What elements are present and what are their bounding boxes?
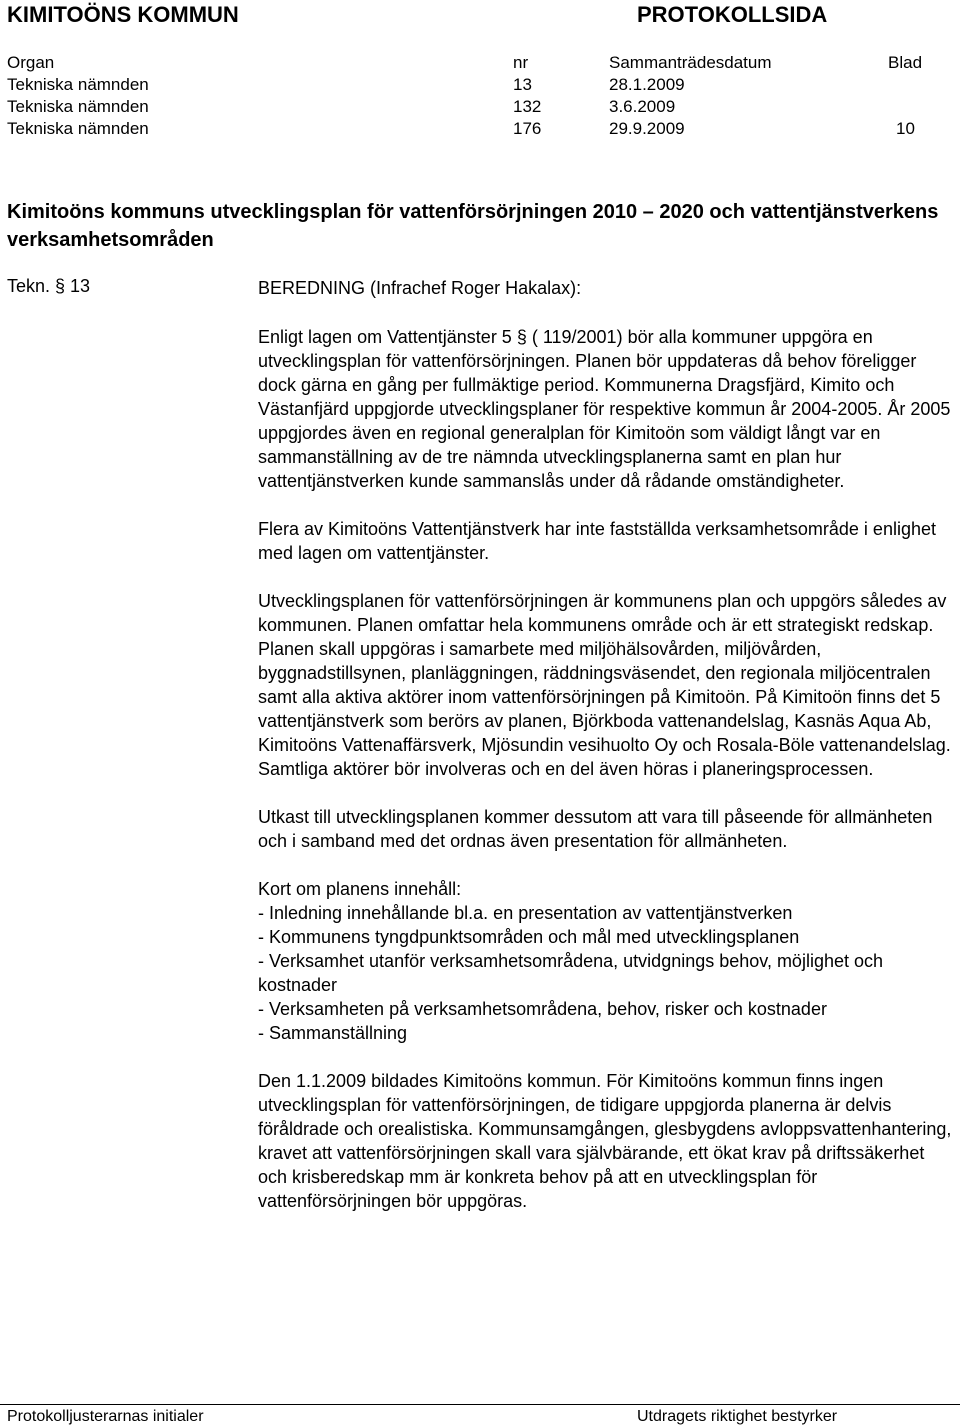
summary-list	[258, 877, 958, 1045]
date-header: Sammanträdesdatum	[609, 53, 772, 72]
document-title: Kimitoöns kommuns utvecklingsplan för vattenförsörjningen 2010 – 2020 och vattentjänstverkens verksamhetsområden	[7, 201, 939, 251]
summary-item: - Inledning innehållande bl.a. en presentation av vattentjänstverken	[258, 903, 793, 923]
nr-header: nr	[513, 53, 529, 72]
certification-label: Utdragets riktighet bestyrker	[637, 1408, 838, 1425]
organ-cell: Tekniska nämnden	[7, 119, 149, 138]
document-body	[258, 276, 958, 1213]
organ-cell: Tekniska nämnden	[7, 75, 149, 94]
section-reference: Tekn. § 13	[7, 276, 91, 296]
summary-item: - Verksamhet utanför verksamhetsområdena, utvidgnings behov, möjlighet och kostnader	[258, 951, 883, 995]
body-paragraph: Enligt lagen om Vattentjänster 5 § ( 119/2001) bör alla kommuner uppgöra en utvecklingsplan för vattenförsörjningen. Planen bör uppdateras då behov föreligger dock gärna en gång per fullmäktige period. Kommunerna Dragsfjärd, Kimito och Västanfjärd uppgjorde utvecklingsplaner för respektive kommun år 2004-2005. År 2005 uppgjordes även en regional generalplan för Kimitoön som väldigt långt var en sammanställning av de tre nämnda utvecklingsplanerna samt en plan hur vattentjänstverken kunde sammanslås under då rådande omständigheter.	[258, 327, 951, 491]
nr-cell: 132	[513, 97, 542, 116]
beredning-heading: BEREDNING (Infrachef Roger Hakalax):	[258, 278, 582, 298]
page-footer	[0, 1404, 960, 1427]
nr-cell: 176	[513, 119, 542, 138]
body-paragraph: Flera av Kimitoöns Vattentjänstverk har inte fastställda verksamhetsområde i enlighet med lagen om vattentjänster.	[258, 519, 936, 563]
nr-cell: 13	[513, 75, 532, 94]
organ-cell: Tekniska nämnden	[7, 97, 149, 116]
page-cell: 10	[896, 119, 915, 138]
meta-row	[0, 96, 960, 118]
date-cell: 29.9.2009	[609, 119, 685, 138]
meeting-meta-table	[0, 52, 960, 140]
body-paragraph: Utkast till utvecklingsplanen kommer dessutom att vara till påseende för allmänheten och i samband med det ordnas även presentation för allmänheten.	[258, 807, 933, 851]
meta-row	[0, 118, 960, 140]
summary-item: - Kommunens tyngdpunktsområden och mål med utvecklingsplanen	[258, 927, 800, 947]
meta-header-row	[0, 52, 960, 74]
document-type: PROTOKOLLSIDA	[637, 2, 828, 27]
page-header: Blad	[888, 53, 923, 72]
summary-item: - Sammanställning	[258, 1023, 408, 1043]
date-cell: 3.6.2009	[609, 97, 676, 116]
closing-paragraph: Den 1.1.2009 bildades Kimitoöns kommun. För Kimitoöns kommun finns ingen utvecklingsplan för vattenförsörjningen, de tidigare uppgjorda planerna är delvis föråldrade och orealistiska. Kommunsamgången, glesbygdens avloppsvattenhantering, kravet att vattenförsörjningen skall vara självbärande, ett ökat krav på driftssäkerhet och krisberedskap mm är konkreta behov på att en utvecklingsplan för vattenförsörjningen bör uppgöras.	[258, 1071, 952, 1211]
summary-item: - Verksamheten på verksamhetsområdena, behov, risker och kostnader	[258, 999, 827, 1019]
municipality-name: KIMITOÖNS KOMMUN	[7, 2, 239, 27]
organ-header: Organ	[7, 53, 55, 72]
date-cell: 28.1.2009	[609, 75, 685, 94]
meta-row	[0, 74, 960, 96]
body-paragraph: Utvecklingsplanen för vattenförsörjningen är kommunens plan och uppgörs således av kommunen. Planen omfattar hela kommunens område och är ett strategiskt redskap. Planen skall uppgöras i samarbete med miljöhälsovården, miljövården, byggnadstillsynen, planläggningen, räddningsväsendet, den regionala miljöcentralen samt alla aktiva aktörer inom vattenförsörjningen på Kimitoön. På Kimitoön finns det 5 vattentjänstverk som berörs av planen, Björkboda vattenandelslag, Kasnäs Aqua Ab, Kimitoöns Vattenaffärsverk, Mjösundin vesihuolto Oy och Rosala-Böle vattenandelslag. Samtliga aktörer bör involveras och en del även höras i planeringsprocessen.	[258, 591, 951, 779]
initials-label: Protokolljusterarnas initialer	[7, 1408, 204, 1425]
summary-heading: Kort om planens innehåll:	[258, 879, 462, 899]
